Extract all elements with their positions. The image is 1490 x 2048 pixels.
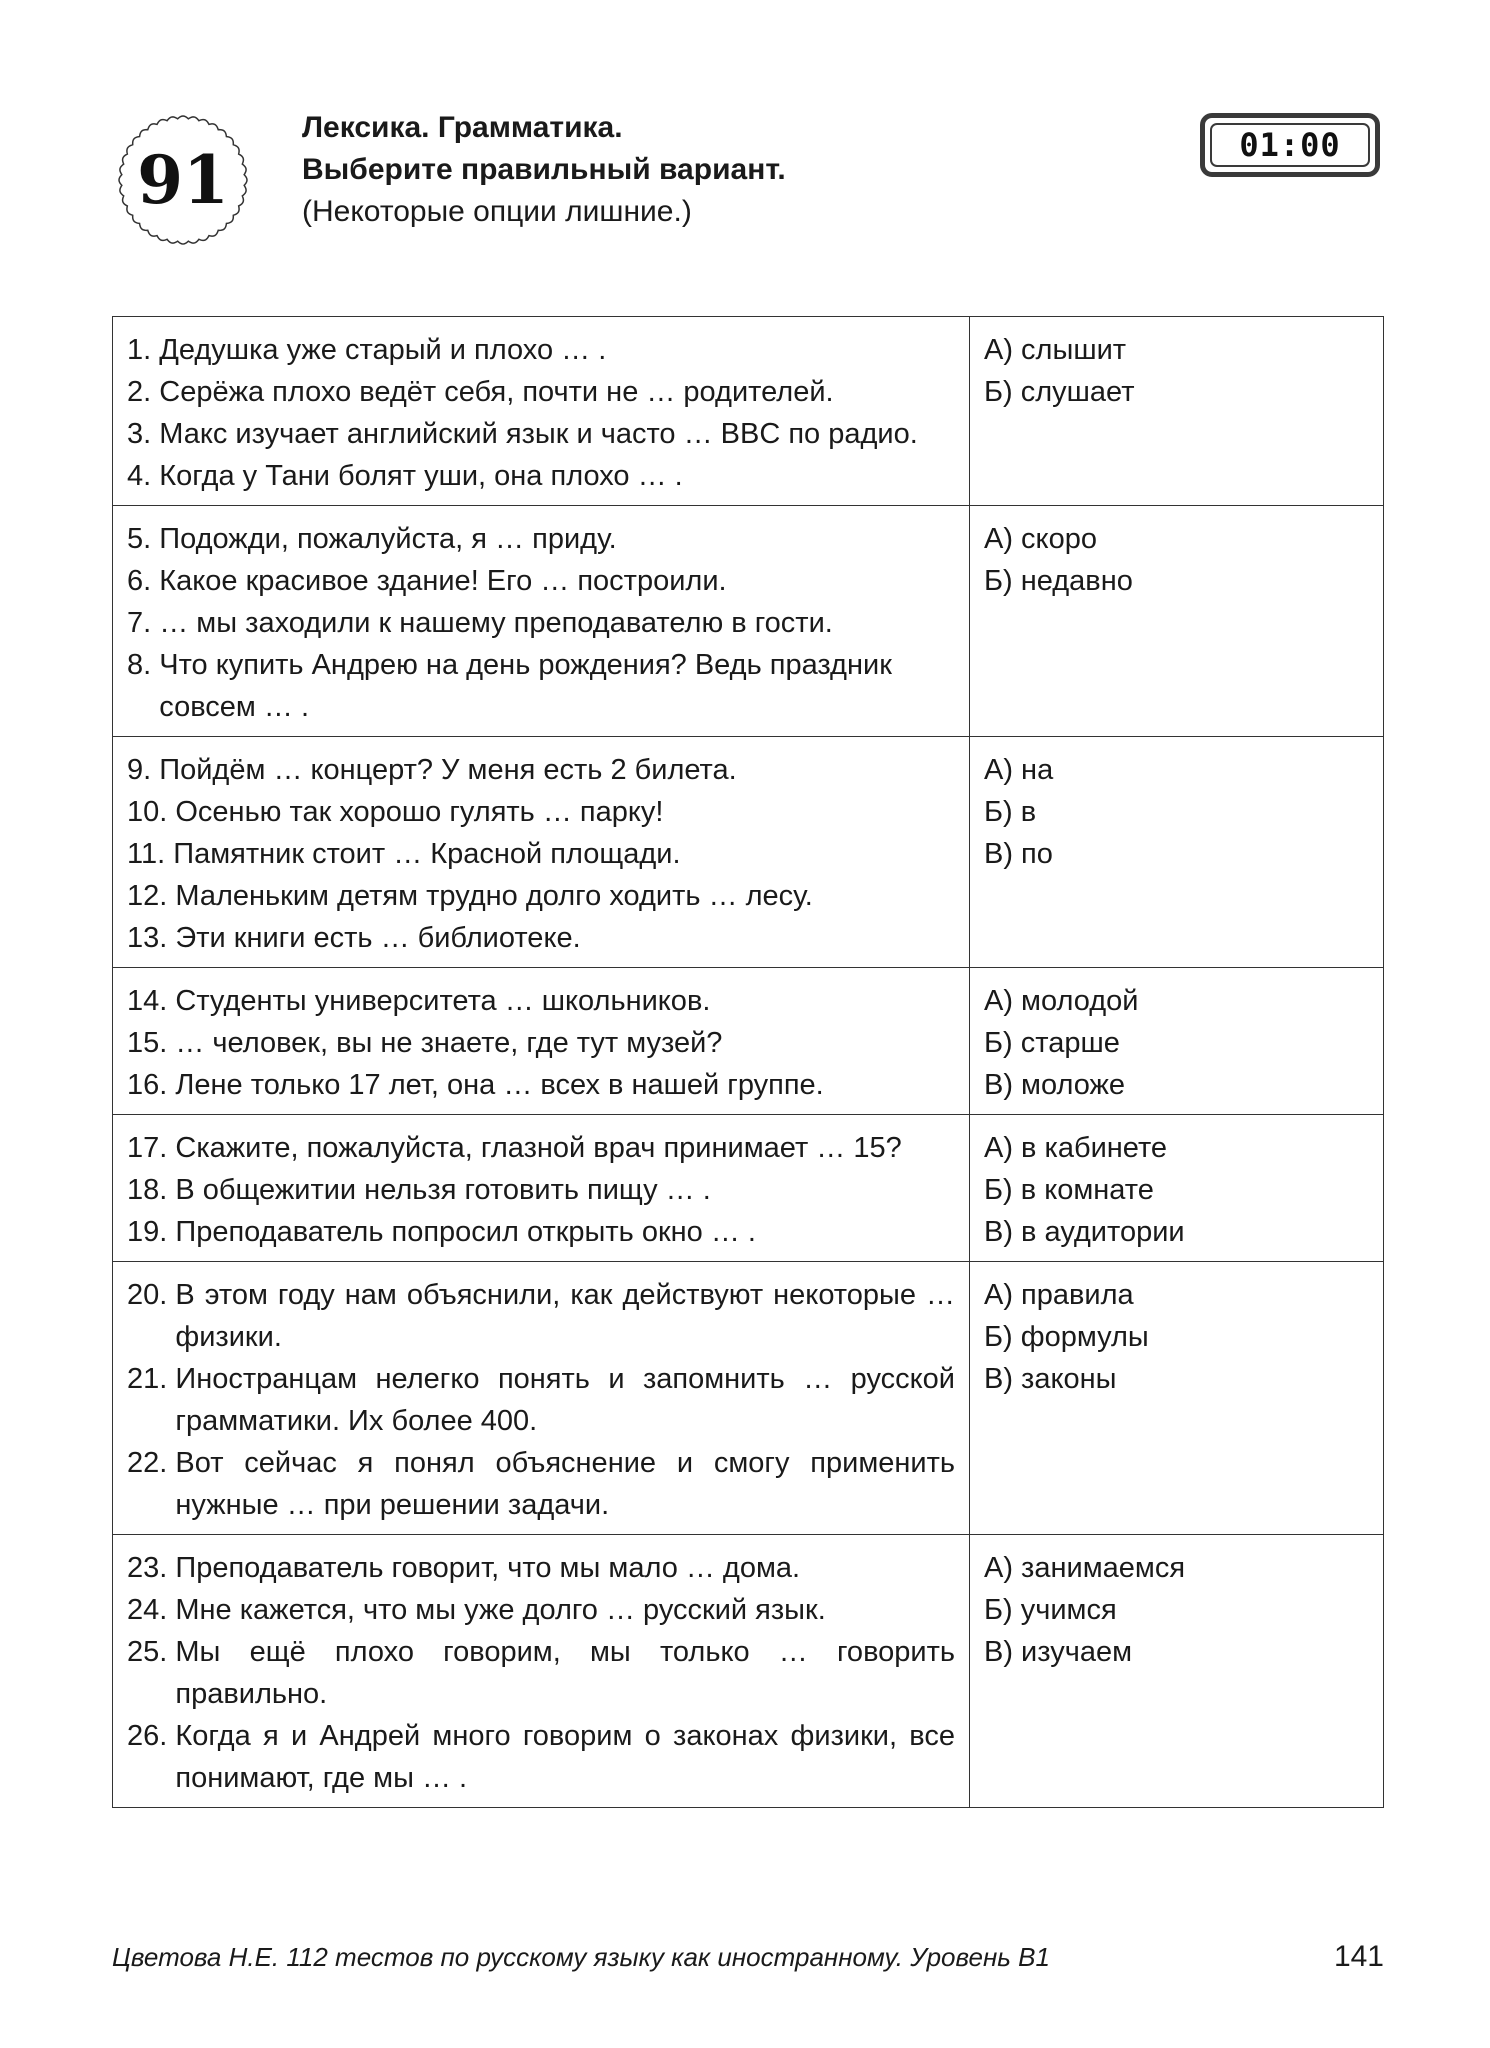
questions-cell xyxy=(113,1535,970,1808)
options-cell xyxy=(970,1262,1384,1535)
question-item xyxy=(127,1547,955,1589)
answer-option: Б) слушает xyxy=(984,376,1135,408)
question-text: Когда я и Андрей много говорим о законах физики, все понимают, где мы … . xyxy=(175,1720,955,1794)
answer-option: Б) учимся xyxy=(984,1594,1117,1626)
question-text: Лене только 17 лет, она … всех в нашей группе. xyxy=(175,1069,824,1101)
options-cell xyxy=(970,506,1384,737)
answer-option: В) законы xyxy=(984,1363,1117,1395)
question-number: 11. xyxy=(127,838,174,870)
question-text: В этом году нам объяснили, как действуют некоторые … физики. xyxy=(175,1279,955,1353)
question-item xyxy=(127,1211,955,1253)
answer-option: В) моложе xyxy=(984,1069,1126,1101)
answer-option: Б) в xyxy=(984,796,1037,828)
question-item xyxy=(127,455,955,497)
answer-option: В) изучаем xyxy=(984,1636,1133,1668)
question-item xyxy=(127,371,955,413)
question-number: 4. xyxy=(127,460,160,492)
question-number: 12. xyxy=(127,880,176,912)
timer-value: 01:00 xyxy=(1210,123,1370,167)
question-number: 16. xyxy=(127,1069,176,1101)
options-cell xyxy=(970,317,1384,506)
question-number: 21. xyxy=(127,1363,176,1395)
answer-option: Б) формулы xyxy=(984,1321,1149,1353)
question-number: 13. xyxy=(127,922,176,954)
answer-option: Б) в комнате xyxy=(984,1174,1154,1206)
book-citation: Цветова Н.Е. 112 тестов по русскому языку как иностранному. Уровень В1 xyxy=(112,1942,1050,1972)
question-text: Эти книги есть … библиотеке. xyxy=(175,922,581,954)
question-number: 1. xyxy=(127,334,160,366)
question-number: 18. xyxy=(127,1174,176,1206)
questions-cell xyxy=(113,1262,970,1535)
question-text: Серёжа плохо ведёт себя, почти не … родителей. xyxy=(159,376,834,408)
options-cell xyxy=(970,1115,1384,1262)
question-text: Подожди, пожалуйста, я … приду. xyxy=(159,523,617,555)
question-text: В общежитии нельзя готовить пищу … . xyxy=(175,1174,711,1206)
options-cell xyxy=(970,968,1384,1115)
question-number: 9. xyxy=(127,754,160,786)
question-item xyxy=(127,791,955,833)
answer-option: А) скоро xyxy=(984,523,1097,555)
question-number: 23. xyxy=(127,1552,176,1584)
question-item xyxy=(127,560,955,602)
question-number: 14. xyxy=(127,985,176,1017)
question-text: Что купить Андрею на день рождения? Ведь праздник совсем … . xyxy=(159,649,892,723)
question-text: Маленьким детям трудно долго ходить … лесу. xyxy=(175,880,813,912)
question-number: 2. xyxy=(127,376,160,408)
question-item xyxy=(127,917,955,959)
answer-option: В) по xyxy=(984,838,1053,870)
answer-option: А) правила xyxy=(984,1279,1134,1311)
question-group xyxy=(113,968,1384,1115)
exercise-heading xyxy=(302,107,1162,233)
question-number: 10. xyxy=(127,796,176,828)
question-number: 8. xyxy=(127,649,160,681)
question-number: 5. xyxy=(127,523,160,555)
question-item xyxy=(127,749,955,791)
question-group xyxy=(113,506,1384,737)
question-item xyxy=(127,1358,955,1442)
question-item xyxy=(127,875,955,917)
exercise-table xyxy=(112,316,1384,1808)
page-number: 141 xyxy=(1333,1940,1384,1973)
question-group xyxy=(113,1262,1384,1535)
question-group xyxy=(113,317,1384,506)
page-footer xyxy=(112,1940,1384,1974)
question-item xyxy=(127,833,955,875)
answer-option: Б) недавно xyxy=(984,565,1133,597)
questions-cell xyxy=(113,317,970,506)
question-item xyxy=(127,1715,955,1799)
question-number: 7. xyxy=(127,607,160,639)
question-text: Когда у Тани болят уши, она плохо … . xyxy=(159,460,683,492)
options-cell xyxy=(970,737,1384,968)
question-text: Пойдём … концерт? У меня есть 2 билета. xyxy=(159,754,737,786)
question-text: Скажите, пожалуйста, глазной врач принимает … 15? xyxy=(175,1132,902,1164)
answer-option: А) молодой xyxy=(984,985,1139,1017)
question-group xyxy=(113,1115,1384,1262)
question-item xyxy=(127,980,955,1022)
question-group xyxy=(113,737,1384,968)
question-text: Какое красивое здание! Его … построили. xyxy=(159,565,727,597)
question-text: Мы ещё плохо говорим, мы только … говорить правильно. xyxy=(175,1636,955,1710)
question-item xyxy=(127,413,955,455)
question-item xyxy=(127,602,955,644)
question-text: Дедушка уже старый и плохо … . xyxy=(159,334,607,366)
question-text: Вот сейчас я понял объяснение и смогу применить нужные … при решении задачи. xyxy=(175,1447,955,1521)
questions-cell xyxy=(113,506,970,737)
question-item xyxy=(127,329,955,371)
answer-option: А) занимаемся xyxy=(984,1552,1186,1584)
question-item xyxy=(127,1127,955,1169)
question-item xyxy=(127,1442,955,1526)
heading-topic: Лексика. Грамматика. xyxy=(302,111,623,144)
question-text: Преподаватель попросил открыть окно … . xyxy=(175,1216,756,1248)
question-number: 25. xyxy=(127,1636,176,1668)
question-number: 19. xyxy=(127,1216,176,1248)
question-item xyxy=(127,1169,955,1211)
question-item xyxy=(127,1589,955,1631)
answer-option: А) в кабинете xyxy=(984,1132,1168,1164)
heading-instruction: Выберите правильный вариант. xyxy=(302,153,786,186)
options-cell xyxy=(970,1535,1384,1808)
answer-option: А) на xyxy=(984,754,1054,786)
question-number: 26. xyxy=(127,1720,176,1752)
question-text: … человек, вы не знаете, где тут музей? xyxy=(175,1027,723,1059)
question-number: 6. xyxy=(127,565,160,597)
questions-cell xyxy=(113,737,970,968)
questions-cell xyxy=(113,968,970,1115)
question-item xyxy=(127,1064,955,1106)
question-number: 15. xyxy=(127,1027,176,1059)
timer-badge xyxy=(1200,113,1380,177)
answer-option: Б) старше xyxy=(984,1027,1120,1059)
question-item xyxy=(127,644,955,728)
question-item xyxy=(127,1022,955,1064)
question-number: 17. xyxy=(127,1132,176,1164)
question-number: 3. xyxy=(127,418,160,450)
question-text: … мы заходили к нашему преподавателю в гости. xyxy=(159,607,833,639)
question-number: 20. xyxy=(127,1279,176,1311)
questions-cell xyxy=(113,1115,970,1262)
question-text: Преподаватель говорит, что мы мало … дома. xyxy=(175,1552,801,1584)
question-group xyxy=(113,1535,1384,1808)
question-item xyxy=(127,1631,955,1715)
question-number: 22. xyxy=(127,1447,176,1479)
question-text: Памятник стоит … Красной площади. xyxy=(173,838,681,870)
exercise-number: 91 xyxy=(137,141,229,219)
question-text: Мне кажется, что мы уже долго … русский язык. xyxy=(175,1594,826,1626)
heading-note: (Некоторые опции лишние.) xyxy=(302,195,692,228)
answer-option: А) слышит xyxy=(984,334,1127,366)
question-text: Иностранцам нелегко понять и запомнить … русской грамматики. Их более 400. xyxy=(175,1363,955,1437)
answer-option: В) в аудитории xyxy=(984,1216,1185,1248)
question-text: Макс изучает английский язык и часто … BBC по радио. xyxy=(159,418,918,450)
exercise-number-badge xyxy=(113,110,253,250)
question-item xyxy=(127,518,955,560)
question-number: 24. xyxy=(127,1594,176,1626)
question-text: Осенью так хорошо гулять … парку! xyxy=(175,796,664,828)
question-item xyxy=(127,1274,955,1358)
question-text: Студенты университета … школьников. xyxy=(175,985,711,1017)
